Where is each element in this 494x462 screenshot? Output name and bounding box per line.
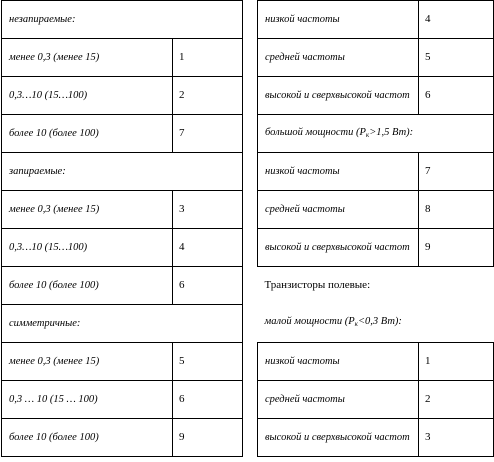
label-cell: низкой частоты	[258, 343, 419, 381]
label-suffix: >1,5 Вт):	[369, 126, 414, 138]
label-cell: более 10 (более 100)	[2, 267, 173, 305]
table-row	[2, 191, 243, 229]
label-cell: более 10 (более 100)	[2, 419, 173, 457]
right-table	[257, 0, 494, 457]
section-heading: Транзисторы полевые:	[264, 279, 371, 292]
code-cell: 5	[173, 343, 243, 381]
label-cell: средней частоты	[258, 191, 419, 229]
table-row	[258, 229, 494, 267]
table-row	[258, 153, 494, 191]
label-cell: более 10 (более 100)	[2, 115, 173, 153]
label-cell: менее 0,3 (менее 15)	[2, 343, 173, 381]
table-row	[2, 1, 243, 39]
label-cell: 0,3…10 (15…100)	[2, 229, 173, 267]
table-row	[2, 267, 243, 305]
group-header-cell	[258, 305, 494, 343]
label-suffix: <0,3 Вт):	[357, 316, 402, 328]
table-row	[2, 381, 243, 419]
table-row	[258, 267, 494, 305]
code-cell: 5	[419, 39, 494, 77]
label-cell: менее 0,3 (менее 15)	[2, 191, 173, 229]
code-cell: 1	[419, 343, 494, 381]
table-row	[258, 305, 494, 343]
code-cell: 9	[419, 229, 494, 267]
table-row	[258, 77, 494, 115]
code-cell: 3	[173, 191, 243, 229]
code-cell: 9	[173, 419, 243, 457]
label-cell: 0,3…10 (15…100)	[2, 77, 173, 115]
table-row	[258, 191, 494, 229]
table-row	[2, 229, 243, 267]
group-header-cell: запираемые:	[2, 153, 243, 191]
code-cell: 6	[173, 267, 243, 305]
table-row	[258, 343, 494, 381]
label-cell: низкой частоты	[258, 1, 419, 39]
code-cell: 7	[419, 153, 494, 191]
code-cell: 2	[419, 381, 494, 419]
table-row	[2, 419, 243, 457]
table-row	[2, 153, 243, 191]
label-cell: высокой и сверхвысокой частот	[258, 419, 419, 457]
code-cell: 8	[419, 191, 494, 229]
code-cell: 6	[173, 381, 243, 419]
label-subscript: к	[365, 130, 370, 139]
code-cell: 2	[173, 77, 243, 115]
group-header-cell	[258, 115, 494, 153]
table-row	[258, 115, 494, 153]
table-row	[258, 381, 494, 419]
code-cell: 4	[419, 1, 494, 39]
label-cell: менее 0,3 (менее 15)	[2, 39, 173, 77]
table-row	[258, 39, 494, 77]
code-cell: 3	[419, 419, 494, 457]
table-row	[258, 1, 494, 39]
group-header-cell: незапираемые:	[2, 1, 243, 39]
label-prefix: большой мощности (P	[265, 126, 366, 138]
code-cell: 6	[419, 77, 494, 115]
label-prefix: малой мощности (P	[264, 316, 355, 328]
group-header-cell: симметричные:	[2, 305, 243, 343]
table-row	[2, 115, 243, 153]
label-cell: средней частоты	[258, 39, 419, 77]
label-cell: низкой частоты	[258, 153, 419, 191]
label-cell: средней частоты	[258, 381, 419, 419]
code-cell: 4	[173, 229, 243, 267]
table-row	[2, 343, 243, 381]
table-row	[2, 77, 243, 115]
table-row	[2, 39, 243, 77]
code-cell: 7	[173, 115, 243, 153]
table-row	[258, 419, 494, 457]
label-cell: высокой и сверхвысокой частот	[258, 229, 419, 267]
code-cell: 1	[173, 39, 243, 77]
label-subscript: к	[354, 320, 358, 329]
label-cell: 0,3 … 10 (15 … 100)	[2, 381, 173, 419]
table-row	[2, 305, 243, 343]
label-cell: высокой и сверхвысокой частот	[258, 77, 419, 115]
left-table	[1, 0, 243, 457]
